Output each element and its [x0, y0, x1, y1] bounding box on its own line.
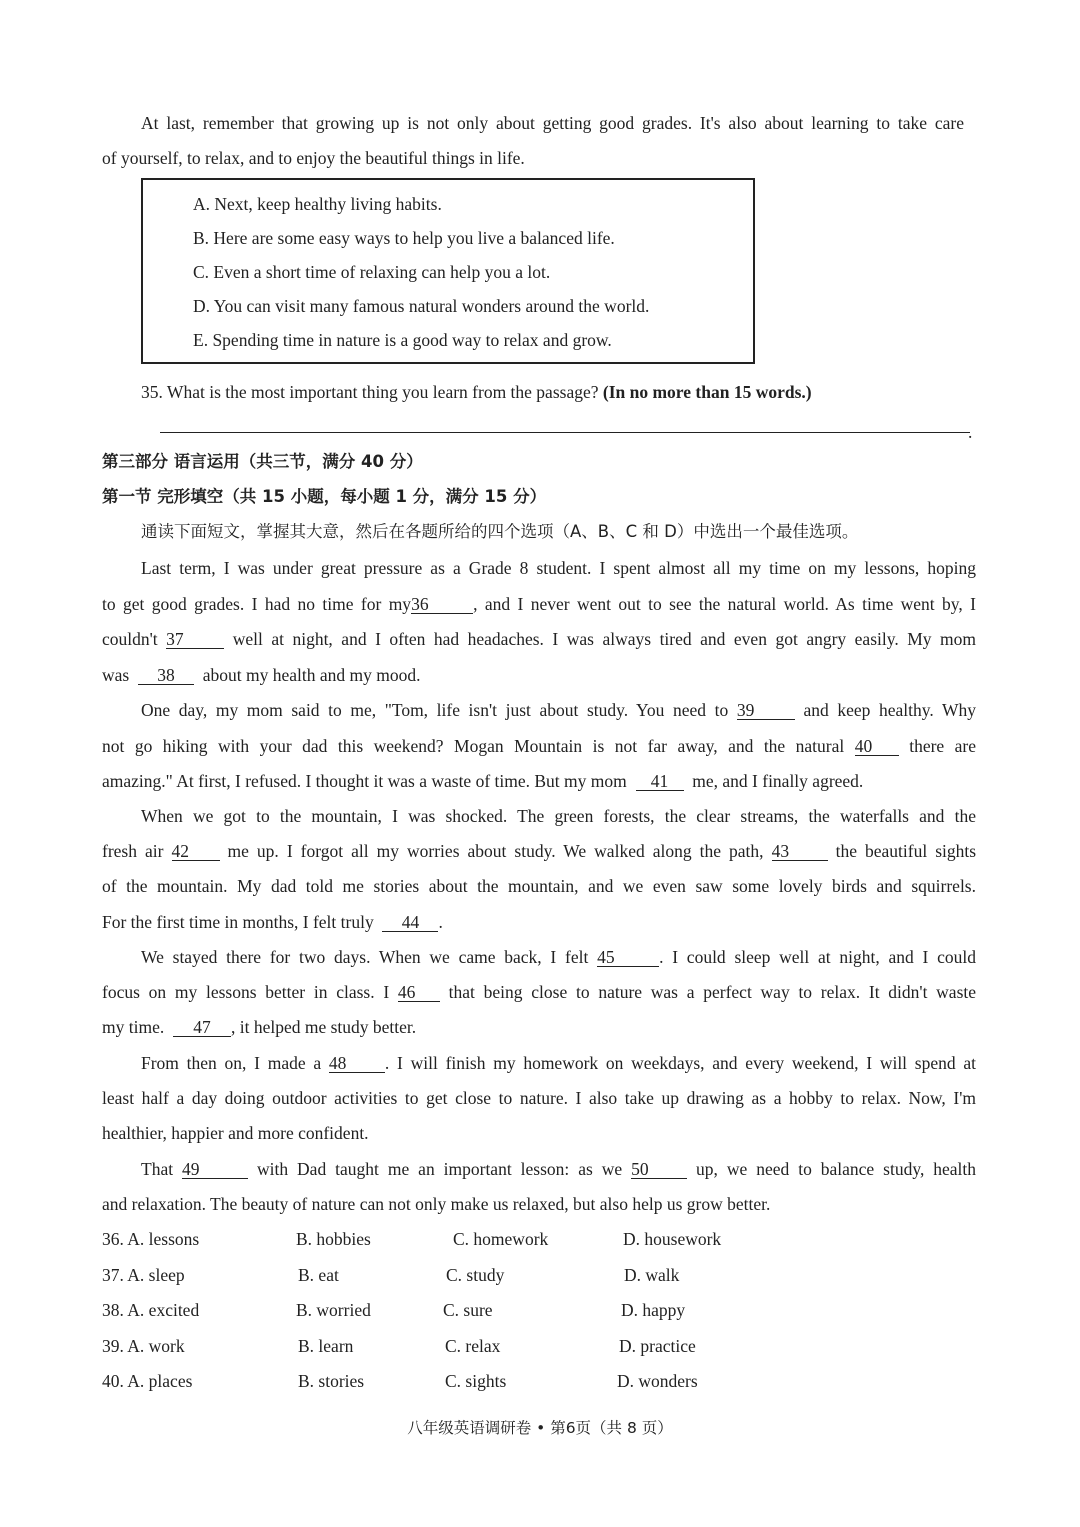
p5-line-2: least half a day doing outdoor activities to get close to nature. I also take up drawing as a hobby to relax. Now, I'm	[102, 1088, 976, 1108]
choice-40-b[interactable]: B. stories	[298, 1371, 365, 1391]
p2-line-3b: me, and I finally agreed.	[692, 771, 864, 791]
choice-36-b[interactable]: B. hobbies	[296, 1229, 371, 1249]
intro-line-2: of yourself, to relax, and to enjoy the beautiful things in life.	[102, 148, 525, 168]
choice-38-a[interactable]: 38. A. excited	[102, 1300, 200, 1320]
box-option-d: D. You can visit many famous natural wonders around the world.	[193, 296, 650, 316]
p5-line-1	[141, 1052, 976, 1074]
blank-46[interactable]: 46	[398, 983, 440, 1002]
choice-40-d[interactable]: D. wonders	[617, 1371, 698, 1391]
choice-39-d[interactable]: D. practice	[619, 1336, 696, 1356]
p1-line-3b: well at night, and I often had headaches. I was always tired and even got angry easily. My mom	[232, 629, 977, 649]
choice-38-b[interactable]: B. worried	[296, 1300, 371, 1320]
question-35-note: (In no more than 15 words.)	[602, 382, 812, 402]
choice-37-b[interactable]: B. eat	[298, 1265, 339, 1285]
p6-line-2: and relaxation. The beauty of nature can not only make us relaxed, but also help us grow better.	[102, 1194, 771, 1214]
p2-line-2b: there are	[909, 736, 977, 756]
p6-line-1c: up, we need to balance study, health	[696, 1159, 977, 1179]
blank-48[interactable]: 48	[329, 1054, 385, 1073]
p1-line-3	[102, 628, 976, 650]
p3-line-2a: fresh air	[102, 841, 164, 861]
box-option-b: B. Here are some easy ways to help you live a balanced life.	[193, 228, 615, 248]
blank-36[interactable]: 36	[411, 595, 473, 614]
p1-line-4	[102, 664, 420, 686]
p3-line-4	[102, 911, 443, 933]
blank-49[interactable]: 49	[182, 1160, 248, 1179]
choice-37-d[interactable]: D. walk	[624, 1265, 680, 1285]
choice-36-a[interactable]: 36. A. lessons	[102, 1229, 200, 1249]
question-35	[141, 381, 812, 403]
p4-line-3a: my time.	[102, 1017, 165, 1037]
p3-line-4a: For the first time in months, I felt truly	[102, 912, 374, 932]
blank-37[interactable]: 37	[166, 630, 224, 649]
p4-line-2	[102, 981, 976, 1003]
p2-line-1a: One day, my mom said to me, "Tom, life isn't just about study. You need to	[141, 700, 729, 720]
p2-line-3a: amazing." At first, I refused. I thought it was a waste of time. But my mom	[102, 771, 627, 791]
p4-line-3	[102, 1016, 416, 1038]
p1-line-4b: about my health and my mood.	[202, 665, 421, 685]
choice-37-c[interactable]: C. study	[446, 1265, 505, 1285]
p1-line-2a: to get good grades. I had no time for my	[102, 594, 412, 614]
choice-39-b[interactable]: B. learn	[298, 1336, 354, 1356]
p6-line-1	[141, 1158, 976, 1180]
p6-line-1a: That	[141, 1159, 174, 1179]
p5-line-3: healthier, happier and more confident.	[102, 1123, 369, 1143]
choice-37-a[interactable]: 37. A. sleep	[102, 1265, 185, 1285]
answer-line-end: .	[968, 422, 973, 442]
blank-38[interactable]: 38	[138, 666, 194, 685]
p4-line-2b: that being close to nature was a perfect way to relax. It didn't waste	[448, 982, 977, 1002]
blank-42[interactable]: 42	[172, 842, 220, 861]
choice-38-c[interactable]: C. sure	[443, 1300, 493, 1320]
p1-line-2	[102, 593, 976, 615]
p3-line-2	[102, 840, 976, 862]
p2-line-2	[102, 735, 976, 757]
blank-45[interactable]: 45	[597, 948, 659, 967]
p4-line-1	[141, 946, 976, 968]
p4-line-2a: focus on my lessons better in class. I	[102, 982, 390, 1002]
choice-40-c[interactable]: C. sights	[445, 1371, 507, 1391]
box-option-e: E. Spending time in nature is a good way to relax and grow.	[193, 330, 612, 350]
p2-line-2a: not go hiking with your dad this weekend? Mogan Mountain is not far away, and the natural	[102, 736, 845, 756]
choice-39-a[interactable]: 39. A. work	[102, 1336, 185, 1356]
p3-line-2c: the beautiful sights	[835, 841, 977, 861]
p1-line-2b: , and I never went out to see the natural world. As time went by, I	[473, 594, 976, 614]
p3-line-2b: me up. I forgot all my worries about study. We walked along the path,	[227, 841, 764, 861]
p4-line-3b: , it helped me study better.	[230, 1017, 417, 1037]
choice-39-c[interactable]: C. relax	[445, 1336, 501, 1356]
p2-line-1b: and keep healthy. Why	[803, 700, 976, 720]
choice-36-c[interactable]: C. homework	[453, 1229, 549, 1249]
page-footer: 八年级英语调研卷 • 第6页（共 8 页）	[407, 1419, 673, 1437]
blank-43[interactable]: 43	[772, 842, 828, 861]
p4-line-1a: We stayed there for two days. When we came back, I felt	[141, 947, 589, 967]
p4-line-1b: . I could sleep well at night, and I could	[659, 947, 977, 967]
blank-41[interactable]: 41	[636, 772, 684, 791]
p1-line-3a: couldn't	[102, 629, 158, 649]
choice-38-d[interactable]: D. happy	[621, 1300, 686, 1320]
blank-47[interactable]: 47	[173, 1018, 231, 1037]
p3-line-3: of the mountain. My dad told me stories about the mountain, and we even saw some lovely birds and squirrels.	[102, 876, 976, 896]
p1-line-1: Last term, I was under great pressure as a Grade 8 student. I spent almost all my time on my lessons, hoping	[141, 558, 976, 578]
blank-40[interactable]: 40	[855, 737, 899, 756]
instruction: 通读下面短文，掌握其大意，然后在各题所给的四个选项（A、B、C 和 D）中选出一个最佳选项。	[141, 522, 859, 541]
p6-line-1b: with Dad taught me an important lesson: as we	[256, 1159, 623, 1179]
p2-line-3	[102, 770, 863, 792]
choice-36-d[interactable]: D. housework	[623, 1229, 722, 1249]
part3-heading: 第三部分 语言运用（共三节，满分 40 分）	[102, 452, 423, 471]
choice-40-a[interactable]: 40. A. places	[102, 1371, 193, 1391]
box-option-c: C. Even a short time of relaxing can help you a lot.	[193, 262, 551, 282]
box-option-a: A. Next, keep healthy living habits.	[193, 194, 442, 214]
p3-line-4b: .	[438, 912, 443, 932]
section1-heading: 第一节 完形填空（共 15 小题，每小题 1 分，满分 15 分）	[102, 487, 547, 506]
p2-line-1	[141, 699, 976, 721]
p1-line-4a: was	[102, 665, 130, 685]
p5-line-1b: . I will finish my homework on weekdays, and every weekend, I will spend at	[384, 1053, 976, 1073]
question-35-text: 35. What is the most important thing you learn from the passage?	[141, 382, 599, 402]
blank-44[interactable]: 44	[382, 913, 438, 932]
blank-50[interactable]: 50	[631, 1160, 687, 1179]
p5-line-1a: From then on, I made a	[141, 1053, 322, 1073]
answer-line-35[interactable]	[160, 432, 970, 433]
p3-line-1: When we got to the mountain, I was shocked. The green forests, the clear streams, the waterfalls and the	[141, 806, 976, 826]
blank-39[interactable]: 39	[737, 701, 795, 720]
intro-line-1: At last, remember that growing up is not only about getting good grades. It's also about learning to take care	[141, 113, 964, 133]
